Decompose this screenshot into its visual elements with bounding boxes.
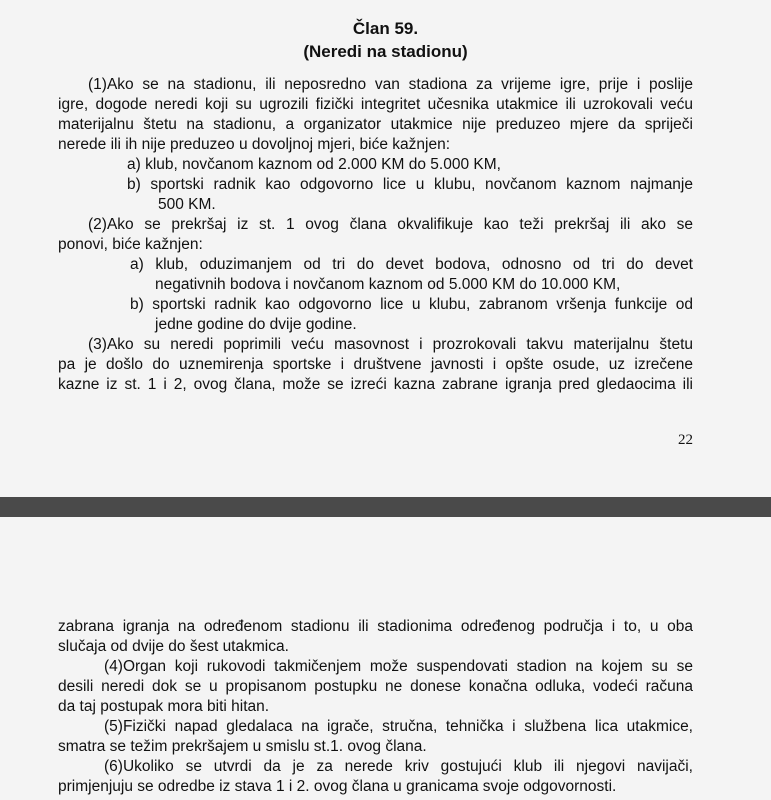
page-number: 22 [678, 432, 693, 448]
text-line: pa je došlo do uznemirenja sportske i društvene javnosti i opšte osude, uz izrečene [58, 356, 693, 373]
text-line: smatra se težim prekršajem u smislu st.1. ovog člana. [58, 738, 427, 755]
text-line: primjenjuju se odredbe iz stava 1 i 2. ovog člana u granicama svoje odgovornosti. [58, 778, 617, 795]
text-line: slučaja od dvije do šest utakmica. [58, 638, 289, 655]
text-line: negativnih bodova i novčanom kaznom od 5.000 KM do 10.000 KM, [155, 276, 621, 293]
text-line: (1)Ako se na stadionu, ili neposredno van stadiona za vrijeme igre, prije i poslije [88, 76, 693, 93]
text-line: (4)Organ koji rukovodi takmičenjem može suspendovati stadion na kojem su se [104, 658, 693, 675]
text-line: (2)Ako se prekršaj iz st. 1 ovog člana okvalifikuje kao teži prekršaj ili ako se [88, 216, 693, 233]
list-item: a) klub, novčanom kaznom od 2.000 KM do 5.000 KM, [127, 156, 501, 173]
text-line: zabrana igranja na određenom stadionu ili stadionima određenog područja i to, u oba [58, 618, 693, 635]
list-item: a) klub, oduzimanjem od tri do devet bodova, odnosno od tri do devet [130, 256, 693, 273]
text-line: desili neredi dok se u propisanom postupku ne donese konačna odluka, vodeći računa [58, 678, 693, 695]
text-line: jedne godine do dvije godine. [155, 316, 357, 333]
page-break [0, 497, 771, 517]
text-line: da taj postupak mora biti hitan. [58, 698, 270, 715]
document-page-2 [0, 517, 771, 800]
text-line: (3)Ako su neredi poprimili veću masovnost i prozrokovali takvu materijalnu štetu [88, 336, 693, 353]
list-item: b) sportski radnik kao odgovorno lice u klubu, novčanom kaznom najmanje [127, 176, 693, 193]
text-line: nerede ili ih nije preduzeo u dovoljnoj mjeri, biće kažnjen: [58, 136, 451, 153]
text-line: materijalnu štetu na stadionu, a organizator utakmice nije preduzeo mjere da spriječi [58, 116, 693, 133]
text-line: 500 KM. [158, 196, 216, 213]
text-line: (6)Ukoliko se utvrdi da je za nerede kriv gostujući klub ili njegovi navijači, [104, 758, 693, 775]
text-line: kazne iz st. 1 i 2, ovog člana, može se izreći kazna zabrane igranja pred gledaocima ili [58, 376, 693, 393]
article-subtitle: (Neredi na stadionu) [303, 42, 468, 61]
article-title: Član 59. [352, 19, 419, 38]
text-line: (5)Fizički napad gledalaca na igrače, stručna, tehnička i službena lica utakmice, [104, 718, 693, 735]
text-line: ponovi, biće kažnjen: [58, 236, 203, 253]
list-item: b) sportski radnik kao odgovorno lice u klubu, zabranom vršenja funkcije od [130, 296, 693, 313]
text-line: igre, dogode neredi koji su ugrozili fizički integritet učesnika utakmice ili uzrokovali veću [58, 96, 693, 113]
